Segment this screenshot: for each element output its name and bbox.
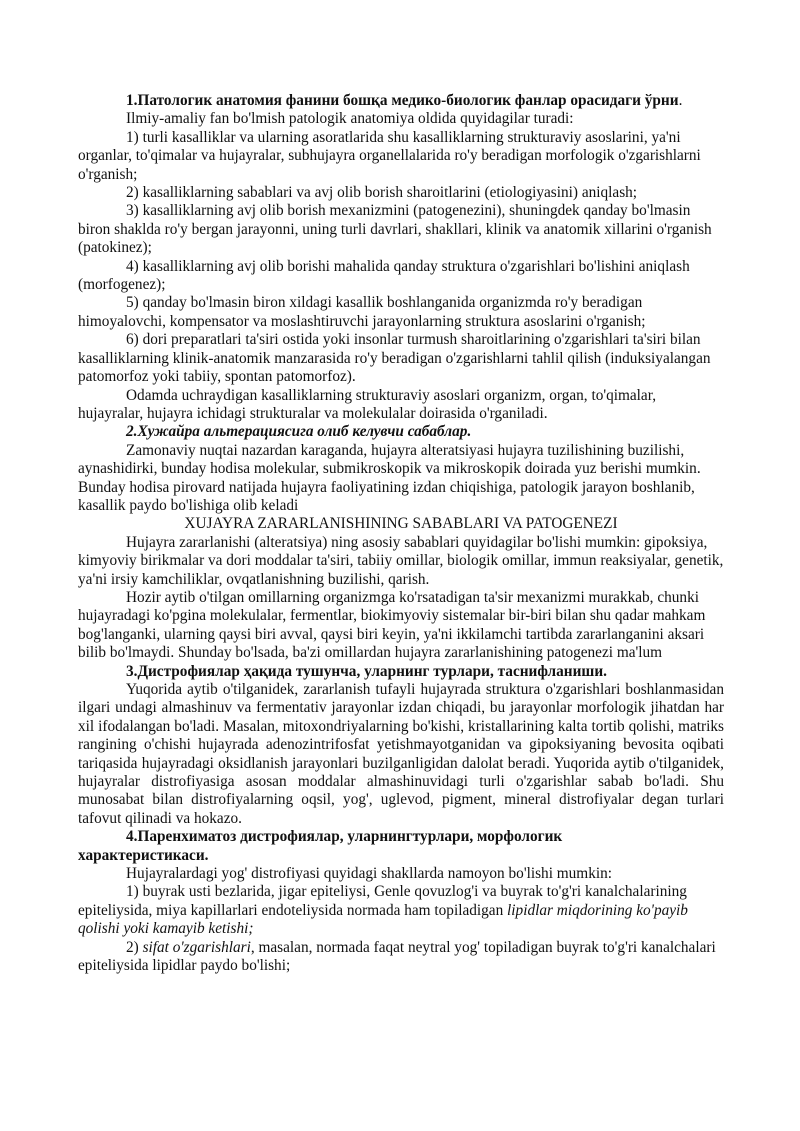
paragraph-yog: Hujayralardagi yog' distrofiyasi quyidagi shakllarda namoyon bo'lishi mumkin:: [126, 865, 613, 883]
paragraph-odamda: Odamda uchraydigan kasalliklarning strukturaviy asoslari organizm, organ, to'qimalar, hujayralar, hujayra ichidagi strukturalar va molekulalar doirasida o'rganiladi.: [78, 386, 657, 422]
fat-list-item-1-italic: lipidlar miqdorining ko'payib qolishi yoki kamayib ketishi;: [78, 901, 688, 938]
heading-1-title: 1.Патологик анатомия фанини бошқа медико-биологик фанлар орасидаги ўрни: [126, 92, 679, 109]
heading-4-line-2: характеристикаси.: [78, 846, 209, 864]
list-item-2: 2) kasalliklarning sabablari va avj olib borish sharoitlarini (etiologiyasini) aniqlash;: [126, 184, 638, 202]
list-item-6: 6) dori preparatlari ta'siri ostida yoki insonlar turmush sharoitlarining o'zgarishlari ta'siri bilan kasalliklarning klinik-anatomik manzarasida ro'y beradigan o'zgarishlarni tahlil qilish (induksiyalangan patomorfoz yoki tabiiy, spontan patomorfoz).: [78, 331, 711, 386]
heading-1-period: .: [678, 92, 683, 109]
section-subtitle: XUJAYRA ZARARLANISHINING SABABLARI VA PATOGENEZI: [184, 515, 618, 533]
list-item-1: 1) turli kasalliklar va ularning asoratlarida shu kasalliklarning strukturaviy asoslarini, ya'ni organlar, to'qimalar va hujayralar, subhujayra organellalarida ro'y beradigan morfologik o'zgarishlarni o'rganish;: [78, 128, 701, 183]
fat-list-item-2: [78, 939, 724, 976]
fat-list-item-2-italic: sifat o'zgarishlari: [142, 938, 251, 956]
fat-list-item-2-rest: , masalan, normada faqat neytral yog' topiladigan buyrak to'g'ri kanalchalari epiteliysida lipidlar paydo bo'lishi;: [78, 938, 716, 975]
list-item-5: 5) qanday bo'lmasin biron xildagi kasallik boshlanganida organizmda ro'y beradigan himoyalovchi, kompensator va moslashtiruvchi jarayonlarning struktura asoslarini o'rganish;: [78, 294, 646, 330]
fat-list-item-1: [78, 883, 724, 938]
intro-paragraph: Ilmiy-amaliy fan bo'lmish patologik anatomiya oldida quyidagilar turadi:: [126, 110, 574, 128]
heading-2: 2.Хужайра альтерациясига олиб келувчи сабаблар.: [126, 423, 472, 441]
paragraph-hozir: Hozir aytib o'tilgan omillarning organizmga ko'rsatadigan ta'sir mexanizmi murakkab, chunki hujayradagi ko'pgina molekulalar, fermentlar, biokimyoviy sistemalar bir-biri bilan shu qadar mahkam bog'langanki, ularning qaysi biri avval, qaysi biri keyin, ya'ni ikkilamchi tartibda zararlanganini aksari bilib bo'lmaydi. Shunday bo'lsada, ba'zi omillardan hujayra zararlanishining patogenezi ma'lum: [78, 588, 706, 662]
heading-1: [78, 92, 724, 110]
list-item-3: 3) kasalliklarning avj olib borish mexanizmini (patogenezini), shuningdek qanday bo'lmasin biron shaklda ro'y bergan jarayonni, uning turli davrlari, shakllari, klinik va anatomik xillarini o'rganish (patokinez);: [78, 202, 712, 257]
paragraph-yuqorida: Yuqorida aytib o'tilganidek, zararlanish tufayli hujayrada struktura o'zgarishlari boshlanmasidan ilgari undagi almashinuv va fermentativ jarayonlar izdan chiqadi, bu jarayonlar morfologik jihatdan har xil ifodalangan bo'ladi. Masalan, mitoxondriyalarning bo'kishi, kristallarining kalta tortib qolishi, matriks rangining o'chishi hujayrada adenozintrifosfat yetishmayotganidan va gipoksiyaning bevosita oqibati tariqasida hujayradagi oksidlanish jarayonlari buzilganligidan dalolat beradi. Yuqorida aytib o'tilganidek, hujayralar distrofiyasiga asosan moddalar almashinuvidagi turli o'zgarishlar sabab bo'ladi. Shu munosabat bilan distrofiyalarning oqsil, yog', uglevod, pigment, mineral distrofiyalar degan turlari tafovut qilinadi va hokazo.: [78, 681, 724, 827]
list-item-4: 4) kasalliklarning avj olib borishi mahalida qanday struktura o'zgarishlari bo'lishini aniqlash (morfogenez);: [78, 257, 690, 294]
heading-3: 3.Дистрофиялар ҳақида тушунча, уларнинг турлари, таснифланиши.: [126, 662, 607, 680]
paragraph-hujayra: Hujayra zararlanishi (alteratsiya) ning asosiy sabablari quyidagilar bo'lishi mumkin: gipoksiya, kimyoviy birikmalar va dori moddalar ta'siri, tabiiy omillar, biologik omillar, immun reaksiyalar, genetik, ya'ni irsiy kamchiliklar, ovqatlanishning buzilishi, qarish.: [78, 533, 724, 588]
fat-list-item-1-text: 1) buyrak usti bezlarida, jigar epiteliysi, Genle qovuzlog'i va buyrak to'g'ri kanalchalarining epiteliysida, miya kapillarlari endoteliysida normada ham topiladigan: [78, 883, 687, 919]
heading-4-line-1: 4.Паренхиматоз дистрофиялар, уларнингтурлари, морфологик: [126, 828, 563, 846]
paragraph-zamonaviy: Zamonaviy nuqtai nazardan karaganda, hujayra alteratsiyasi hujayra tuzilishining buzilishi, aynashidirki, bunday hodisa molekular, submikroskopik va mikroskopik doirada yuz berishi mumkin. Bunday hodisa pirovard natijada hujayra faoliyatining izdan chiqishiga, patologik jarayon boshlanib, kasallik paydo bo'lishiga olib keladi: [78, 441, 701, 514]
fat-list-item-2-prefix: 2): [126, 938, 143, 956]
